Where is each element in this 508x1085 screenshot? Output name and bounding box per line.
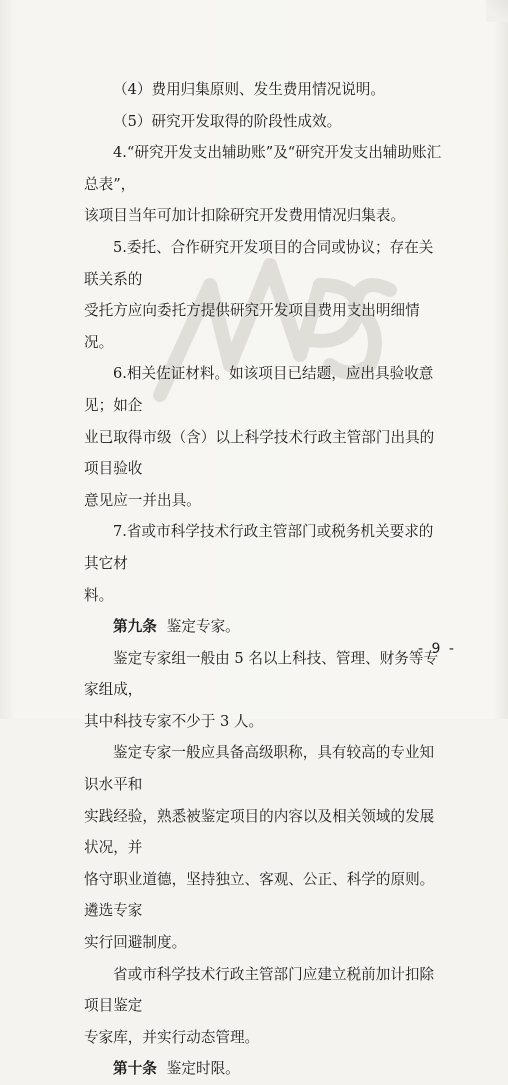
text-line: 其中科技专家不少于 3 人。 <box>84 712 264 730</box>
text-line: 料。 <box>84 586 114 604</box>
item-4-paragraph <box>84 137 444 232</box>
article-9-paragraph-2 <box>84 737 444 958</box>
article-9-paragraph-3 <box>84 959 444 1054</box>
text-line: 实践经验，熟悉被鉴定项目的内容以及相关领域的发展状况，并 <box>84 807 435 857</box>
article-9-heading <box>84 611 444 643</box>
text-line: 业已取得市级（含）以上科学技术行政主管部门出具的项目验收 <box>84 428 435 478</box>
article-9-title: 鉴定专家。 <box>166 618 240 636</box>
text-line: 鉴定专家组一般由 5 名以上科技、管理、财务等专家组成， <box>84 649 439 699</box>
list-item-4: （4）费用归集原则、发生费用情况说明。 <box>113 81 385 98</box>
text-line: 专家库，并实行动态管理。 <box>84 1028 260 1046</box>
item-6-paragraph <box>84 358 444 516</box>
text-line: 省或市科学技术行政主管部门应建立税前加计扣除项目鉴定 <box>84 965 435 1015</box>
page-corner-fold <box>486 0 508 22</box>
item-5-paragraph <box>84 232 444 358</box>
article-9-paragraph-1 <box>84 643 444 738</box>
item-7-paragraph <box>84 516 444 611</box>
document-body <box>84 74 444 1085</box>
text-line: 意见应一并出具。 <box>84 491 201 509</box>
article-9-label: 第九条 <box>113 618 157 636</box>
text-line: 该项目当年可加计扣除研究开发费用情况归集表。 <box>84 207 406 225</box>
text-line: 5.委托、合作研究开发项目的合同或协议；存在关联关系的 <box>84 238 434 288</box>
text-line: 实行回避制度。 <box>84 934 187 952</box>
text-line: 6.相关佐证材料。如该项目已结题，应出具验收意见；如企 <box>84 365 434 414</box>
article-10-heading <box>84 1053 444 1085</box>
text-line: 鉴定专家一般应具备高级职称，具有较高的专业知识水平和 <box>84 744 435 794</box>
text-line: 受托方应向委托方提供研究开发项目费用支出明细情况。 <box>84 302 420 351</box>
text-line: 7.省或市科学技术行政主管部门或税务机关要求的其它材 <box>84 523 434 572</box>
article-10-title: 鉴定时限。 <box>166 1060 240 1078</box>
article-10-label: 第十条 <box>113 1060 157 1078</box>
page-number: - 9 - <box>418 641 456 657</box>
list-item-5: （5）研究开发取得的阶段性成效。 <box>113 112 342 130</box>
text-line: 恪守职业道德，坚持独立、客观、公正、科学的原则。遴选专家 <box>84 870 435 920</box>
text-line: 4.“研究开发支出辅助账”及“研究开发支出辅助账汇总表”， <box>84 144 442 193</box>
